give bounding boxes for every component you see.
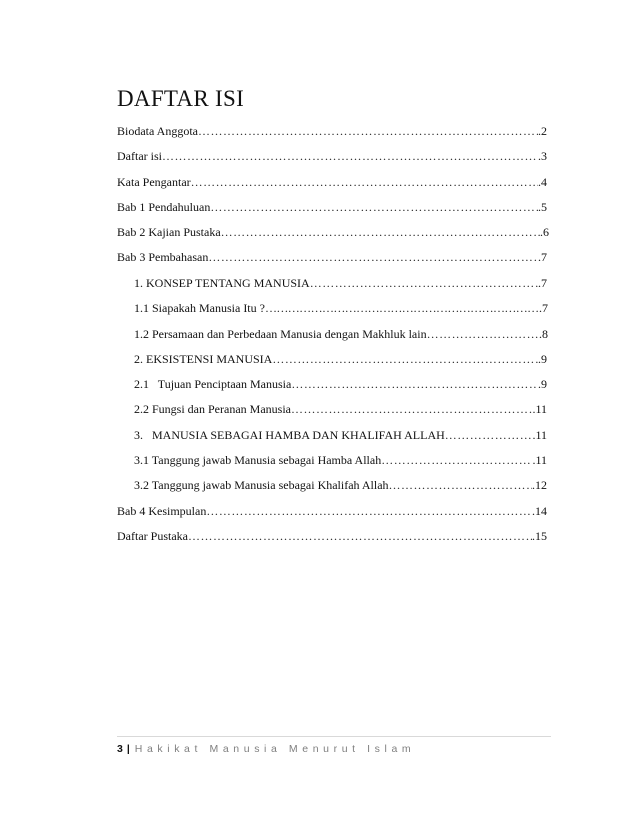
- toc-entry-page: .9: [538, 352, 547, 366]
- toc-entry-page: .5: [538, 200, 547, 214]
- toc-entry-label: Daftar isi: [117, 149, 162, 163]
- toc-entry-label: 2.2 Fungsi dan Peranan Manusia: [134, 402, 291, 416]
- toc-entry-label: 3.2 Tanggung jawab Manusia sebagai Khalifah Allah: [134, 478, 389, 492]
- toc-entry-label: 3. MANUSIA SEBAGAI HAMBA DAN KHALIFAH ALLAH: [134, 428, 445, 442]
- toc-entry: [117, 124, 547, 140]
- toc-entry-page: .7: [538, 250, 547, 264]
- toc-entry-page: .9: [538, 377, 547, 391]
- toc-entry-page: .15: [532, 529, 547, 543]
- toc-entry-page: .11: [532, 428, 547, 442]
- toc-leader-dots: [265, 301, 539, 316]
- page-footer: [117, 743, 415, 755]
- toc-entry-label: Kata Pengantar: [117, 175, 191, 189]
- toc-entry: [134, 478, 547, 494]
- toc-entry: [134, 276, 547, 292]
- toc-entry: [134, 453, 547, 469]
- toc-entry-page: .11: [532, 402, 547, 416]
- toc-entry-label: 1.2 Persamaan dan Perbedaan Manusia dengan Makhluk lain: [134, 327, 427, 341]
- toc-entry-label: Bab 1 Pendahuluan: [117, 200, 211, 214]
- toc-entry: [134, 377, 547, 393]
- toc-leader-dots: [272, 352, 538, 367]
- toc-entry: [134, 327, 548, 343]
- toc-entry: [117, 149, 547, 165]
- toc-entry-page: .4: [538, 175, 547, 189]
- toc-entry-page: .7: [539, 301, 548, 315]
- toc-leader-dots: [188, 529, 532, 544]
- toc-entry-label: 2.1 Tujuan Penciptaan Manusia: [134, 377, 292, 391]
- toc-entry: [134, 428, 547, 444]
- toc-entry-page: .14: [532, 504, 547, 518]
- toc-entry-label: 1.1 Siapakah Manusia Itu ?: [134, 301, 265, 315]
- toc-leader-dots: [291, 402, 532, 417]
- toc-entry-page: .11: [532, 453, 547, 467]
- toc-entry: [134, 301, 548, 317]
- toc-entry-label: Bab 2 Kajian Pustaka: [117, 225, 221, 239]
- toc-entry-label: Bab 3 Pembahasan: [117, 250, 209, 264]
- toc-entry-label: Biodata Anggota: [117, 124, 198, 138]
- toc-entry-label: 1. KONSEP TENTANG MANUSIA: [134, 276, 310, 290]
- toc-entry: [117, 504, 547, 520]
- toc-entry-page: .12: [532, 478, 547, 492]
- toc-entry-page: .8: [539, 327, 548, 341]
- toc-entry: [117, 200, 547, 216]
- toc-entry-page: .2: [538, 124, 547, 138]
- toc-leader-dots: [427, 327, 539, 342]
- toc-leader-dots: [191, 175, 538, 190]
- toc-entry: [117, 175, 547, 191]
- footer-running-title: Hakikat Manusia Menurut Islam: [134, 743, 416, 755]
- toc-entry-page: .7: [538, 276, 547, 290]
- toc-leader-dots: [206, 504, 532, 519]
- toc-leader-dots: [208, 250, 538, 265]
- toc-leader-dots: [445, 428, 533, 443]
- toc-entry-label: Bab 4 Kesimpulan: [117, 504, 207, 518]
- toc-entry-page: .6: [540, 225, 549, 239]
- toc-leader-dots: [221, 225, 540, 240]
- toc-entry: [117, 529, 547, 545]
- footer-divider: [117, 736, 551, 737]
- toc-entry: [134, 402, 547, 418]
- toc-leader-dots: [198, 124, 538, 139]
- toc-entry-page: .3: [538, 149, 547, 163]
- toc-leader-dots: [310, 276, 538, 291]
- footer-page-number: 3: [117, 743, 123, 755]
- page-title: DAFTAR ISI: [117, 86, 245, 111]
- toc-leader-dots: [162, 149, 538, 164]
- toc-entry-label: 3.1 Tanggung jawab Manusia sebagai Hamba Allah: [134, 453, 382, 467]
- toc-leader-dots: [389, 478, 532, 493]
- toc-entry: [117, 250, 547, 266]
- footer-separator: |: [126, 743, 130, 755]
- toc-entry: [134, 352, 547, 368]
- toc-entry-label: 2. EKSISTENSI MANUSIA: [134, 352, 273, 366]
- toc-leader-dots: [381, 453, 532, 468]
- toc-entry-label: Daftar Pustaka: [117, 529, 188, 543]
- toc-leader-dots: [291, 377, 538, 392]
- toc-leader-dots: [210, 200, 538, 215]
- toc-entry: [117, 225, 549, 241]
